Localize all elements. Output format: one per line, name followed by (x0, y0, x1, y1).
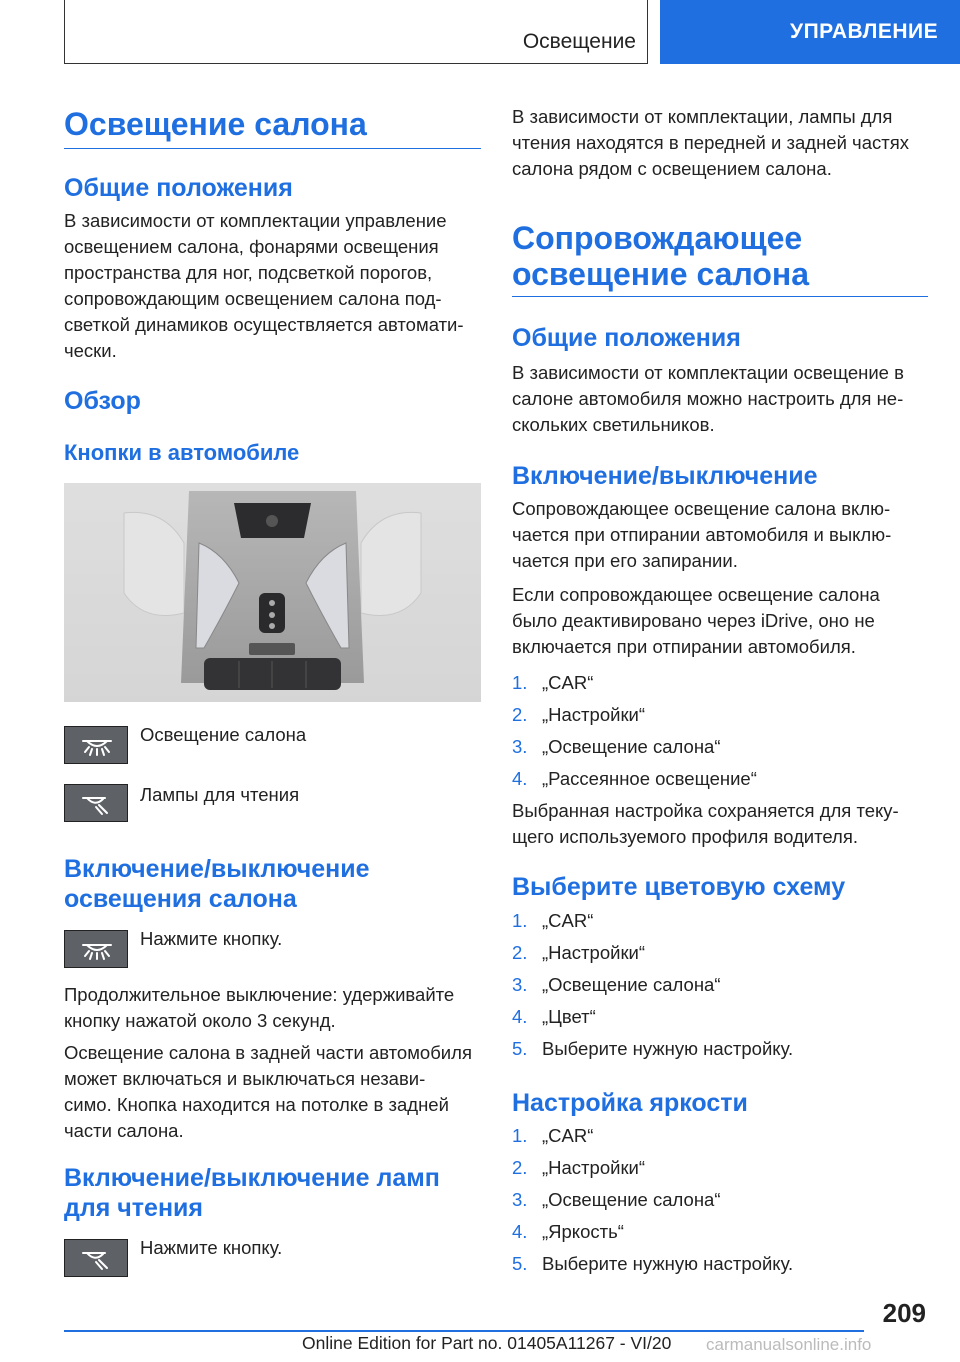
overview-title: Обзор (64, 387, 141, 415)
interior-light-label: Освещение салона (140, 724, 307, 745)
header-section: Освещение (522, 30, 636, 53)
onoff-title: Включение/выключение освещения салона (64, 855, 370, 913)
rear-light-text: Освещение салона в задней части автомобиля может включаться и выключаться незави- симо. Кнопка находится на потолке в задней части салона. (64, 1042, 472, 1141)
title-underline (64, 148, 481, 149)
interior-light-icon (64, 726, 128, 764)
list-item: 4. „Яркость“ (512, 1221, 624, 1242)
list-item: 2. „Настройки“ (512, 704, 646, 725)
interior-light-icon (64, 930, 128, 968)
general-title: Общие положения (512, 324, 741, 352)
page-number: 209 (882, 1298, 926, 1328)
list-item: 1. „CAR“ (512, 1125, 594, 1146)
list-item: 2. „Настройки“ (512, 1157, 646, 1178)
overhead-console-photo (64, 483, 481, 702)
reading-lamp-icon (64, 784, 128, 822)
reading-onoff-title: Включение/выключение ламп для чтения (64, 1164, 440, 1222)
press-button-text: Нажмите кнопку. (140, 928, 283, 949)
header-chapter-tab: УПРАВЛЕНИЕ (660, 0, 960, 64)
list-item: 1. „CAR“ (512, 910, 594, 931)
reading-lamp-icon (64, 1239, 128, 1277)
idrive-text: Если сопровождающее освещение салона было деактивировано через iDrive, оно не включается при отпирании автомобиля. (512, 584, 880, 657)
general-text: В зависимости от комплектации освещение в салоне автомобиля можно настроить для не- скольких светильников. (512, 362, 904, 435)
footer-rule (64, 1330, 864, 1332)
footer-edition: Online Edition for Part no. 01405A11267 - VI/20 (302, 1333, 672, 1353)
general-text: В зависимости от комплектации управление освещением салона, фонарями освещения пространства для ног, подсветкой порогов, сопровождающим освещением салона под- светкой динамиков осуществляется автомати- чески. (64, 210, 464, 361)
list-item: 5. Выберите нужную настройку. (512, 1253, 794, 1274)
list-item: 3. „Освещение салона“ (512, 1189, 721, 1210)
brightness-steps-list (512, 1123, 928, 1283)
general-title: Общие положения (64, 174, 293, 202)
list-item: 3. „Освещение салона“ (512, 736, 721, 757)
list-item: 5. Выберите нужную настройку. (512, 1038, 794, 1059)
ambient-title: Сопровождающее освещение салона (512, 220, 810, 292)
brightness-title: Настройка яркости (512, 1089, 748, 1117)
press-button-text: Нажмите кнопку. (140, 1237, 283, 1258)
watermark: carmanualsonline.info (706, 1335, 872, 1354)
long-press-text: Продолжительное выключение: удерживайте кнопку нажатой около 3 секунд. (64, 984, 455, 1031)
list-item: 3. „Освещение салона“ (512, 974, 721, 995)
list-item: 4. „Рассеянное освещение“ (512, 768, 757, 789)
list-item: 2. „Настройки“ (512, 942, 646, 963)
ambient-steps-list (512, 670, 928, 798)
reading-lamp-label: Лампы для чтения (140, 784, 300, 805)
onoff-title: Включение/выключение (512, 462, 818, 490)
buttons-title: Кнопки в автомобиле (64, 440, 300, 465)
color-steps-list (512, 908, 928, 1068)
onoff-text: Сопровождающее освещение салона вклю- чается при отпирании автомобиля и выклю- чается при его запирании. (512, 498, 892, 571)
list-item: 1. „CAR“ (512, 672, 594, 693)
title-underline (512, 296, 928, 297)
page-title: Освещение салона (64, 106, 367, 142)
list-item: 4. „Цвет“ (512, 1006, 596, 1027)
color-scheme-title: Выберите цветовую схему (512, 873, 846, 901)
saved-profile-text: Выбранная настройка сохраняется для теку- щего используемого профиля водителя. (512, 800, 899, 847)
reading-lamp-location-text: В зависимости от комплектации, лампы для чтения находятся в передней и задней частях салона рядом с освещением салона. (512, 106, 909, 179)
